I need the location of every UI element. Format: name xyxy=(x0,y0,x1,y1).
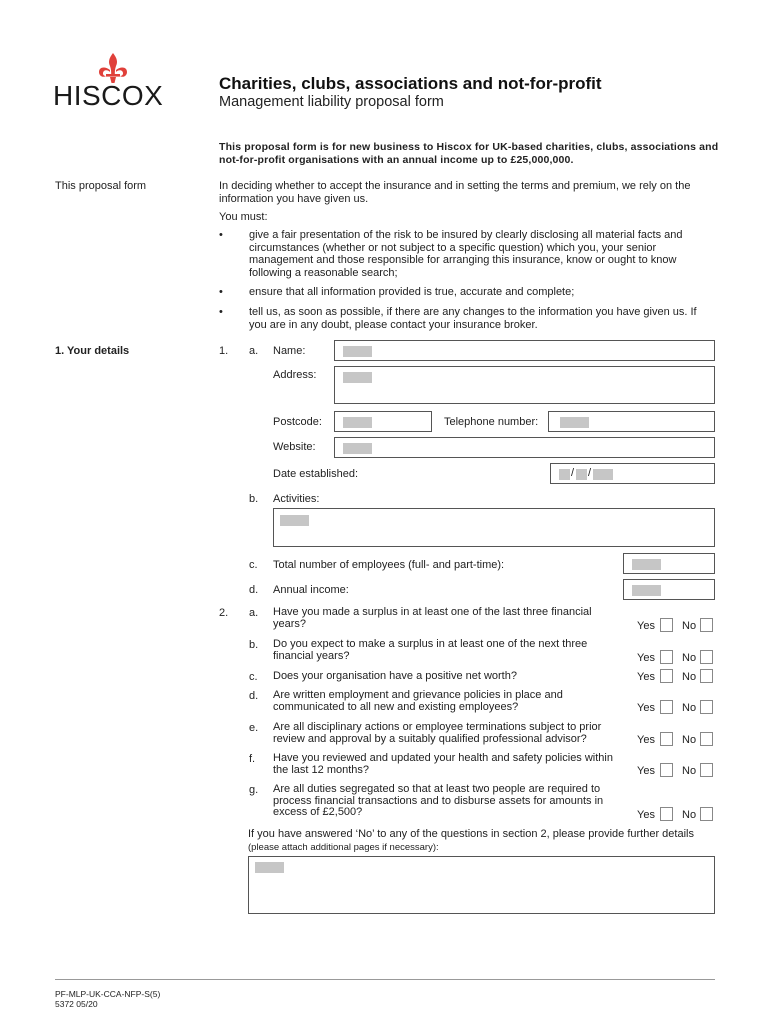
hiscox-logo xyxy=(53,52,173,112)
question-letter: b. xyxy=(249,493,259,505)
bullet-icon: • xyxy=(219,286,223,298)
question-text: Are written employment and grievance policies in place and communicated to all new and existing employees? xyxy=(273,689,563,713)
page-title: Charities, clubs, associations and not-for-profit xyxy=(219,74,602,93)
bullet-text: give a fair presentation of the risk to be insured by clearly disclosing all material facts and circumstances (whether or not subject to a specific question) which you, your senior management and those responsible for arranging this insurance, know or ought to know following a reasonable search; xyxy=(249,229,683,279)
bullet-icon: • xyxy=(219,306,223,318)
yes-checkbox[interactable] xyxy=(660,807,673,821)
proposal-side-label: This proposal form xyxy=(55,180,147,192)
question-number: 2. xyxy=(219,607,229,619)
form-code: PF-MLP-UK-CCA-NFP-S(5) xyxy=(55,989,161,999)
further-details-field[interactable] xyxy=(248,856,715,914)
no-label: No xyxy=(682,809,697,821)
you-must-text: You must: xyxy=(219,211,268,223)
further-details-note: (please attach additional pages if necessary): xyxy=(248,841,439,853)
field-fill xyxy=(255,862,284,873)
no-checkbox[interactable] xyxy=(700,700,713,714)
employees-field[interactable] xyxy=(623,553,715,574)
field-fill xyxy=(560,417,589,428)
no-checkbox[interactable] xyxy=(700,763,713,777)
bullet-text: tell us, as soon as possible, if there are any changes to the information you have given us. If you are in any doubt, please contact your insurance broker. xyxy=(249,306,697,331)
question-text: Are all duties segregated so that at least two people are required to process financial transactions and to disburse assets for amounts in excess of £2,500? xyxy=(273,783,604,818)
brand-name: HISCOX xyxy=(53,80,164,111)
no-label: No xyxy=(682,620,697,632)
annual-income-field[interactable] xyxy=(623,579,715,600)
question-letter: f. xyxy=(249,753,256,765)
question-text: Does your organisation have a positive net worth? xyxy=(273,670,517,682)
question-number: 1. xyxy=(219,345,229,357)
name-field[interactable] xyxy=(334,340,715,361)
website-field[interactable] xyxy=(334,437,715,458)
field-fill xyxy=(343,346,372,357)
no-label: No xyxy=(682,702,697,714)
yes-checkbox[interactable] xyxy=(660,732,673,746)
date-separator: / xyxy=(571,467,575,479)
telephone-field[interactable] xyxy=(548,411,715,432)
no-checkbox[interactable] xyxy=(700,650,713,664)
yes-checkbox[interactable] xyxy=(660,618,673,632)
no-checkbox[interactable] xyxy=(700,732,713,746)
question-letter: c. xyxy=(249,559,258,571)
yes-label: Yes xyxy=(637,620,655,632)
yes-label: Yes xyxy=(637,765,655,777)
question-text: Have you reviewed and updated your health and safety policies within the last 12 months? xyxy=(273,752,613,776)
yes-label: Yes xyxy=(637,671,655,683)
address-label: Address: xyxy=(273,369,317,381)
field-fill xyxy=(343,417,372,428)
field-fill xyxy=(343,443,372,454)
field-fill xyxy=(632,585,661,596)
yes-label: Yes xyxy=(637,734,655,746)
question-letter: e. xyxy=(249,722,259,734)
proposal-paragraph: In deciding whether to accept the insurance and in setting the terms and premium, we rely on the information you have given us. xyxy=(219,180,691,205)
no-label: No xyxy=(682,671,697,683)
yes-checkbox[interactable] xyxy=(660,669,673,683)
no-label: No xyxy=(682,652,697,664)
question-letter: d. xyxy=(249,690,259,702)
yes-checkbox[interactable] xyxy=(660,700,673,714)
no-checkbox[interactable] xyxy=(700,669,713,683)
year-fill xyxy=(593,469,613,480)
question-text: Are all disciplinary actions or employee terminations subject to prior review and approval by a suitably qualified professional advisor? xyxy=(273,721,602,745)
intro-text: This proposal form is for new business to Hiscox for UK-based charities, clubs, associations and not-for-profit organisations with an annual income up to £25,000,000. xyxy=(219,141,719,166)
bullet-icon: • xyxy=(219,229,223,241)
question-text: Have you made a surplus in at least one of the last three financial years? xyxy=(273,606,592,630)
question-letter: a. xyxy=(249,345,259,357)
bullet-text: ensure that all information provided is true, accurate and complete; xyxy=(249,286,575,298)
no-checkbox[interactable] xyxy=(700,807,713,821)
date-established-field[interactable] xyxy=(550,463,715,484)
question-letter: g. xyxy=(249,784,259,796)
no-label: No xyxy=(682,765,697,777)
activities-field[interactable] xyxy=(273,508,715,547)
no-label: No xyxy=(682,734,697,746)
postcode-field[interactable] xyxy=(334,411,432,432)
address-field[interactable] xyxy=(334,366,715,404)
name-label: Name: xyxy=(273,345,306,357)
yes-label: Yes xyxy=(637,809,655,821)
question-letter: b. xyxy=(249,639,259,651)
field-fill xyxy=(632,559,661,570)
form-ref: 5372 05/20 xyxy=(55,999,98,1009)
footer-divider xyxy=(55,979,715,980)
yes-checkbox[interactable] xyxy=(660,650,673,664)
day-fill xyxy=(559,469,570,480)
section-heading: 1. Your details xyxy=(55,345,130,357)
date-separator: / xyxy=(588,467,592,479)
no-checkbox[interactable] xyxy=(700,618,713,632)
yes-label: Yes xyxy=(637,702,655,714)
activities-label: Activities: xyxy=(273,493,320,505)
question-letter: c. xyxy=(249,671,258,683)
question-letter: a. xyxy=(249,607,259,619)
telephone-label: Telephone number: xyxy=(444,416,539,428)
yes-checkbox[interactable] xyxy=(660,763,673,777)
field-fill xyxy=(280,515,309,526)
employees-label: Total number of employees (full- and part-time): xyxy=(273,559,505,571)
annual-income-label: Annual income: xyxy=(273,584,349,596)
postcode-label: Postcode: xyxy=(273,416,322,428)
question-text: Do you expect to make a surplus in at least one of the next three financial years? xyxy=(273,638,588,662)
date-established-label: Date established: xyxy=(273,468,358,480)
month-fill xyxy=(576,469,587,480)
further-details-text xyxy=(248,828,718,854)
field-fill xyxy=(343,372,372,383)
question-letter: d. xyxy=(249,584,259,596)
further-details-prompt: If you have answered ‘No’ to any of the questions in section 2, please provide further details xyxy=(248,828,694,840)
yes-label: Yes xyxy=(637,652,655,664)
page-subtitle: Management liability proposal form xyxy=(219,94,444,110)
website-label: Website: xyxy=(273,441,316,453)
